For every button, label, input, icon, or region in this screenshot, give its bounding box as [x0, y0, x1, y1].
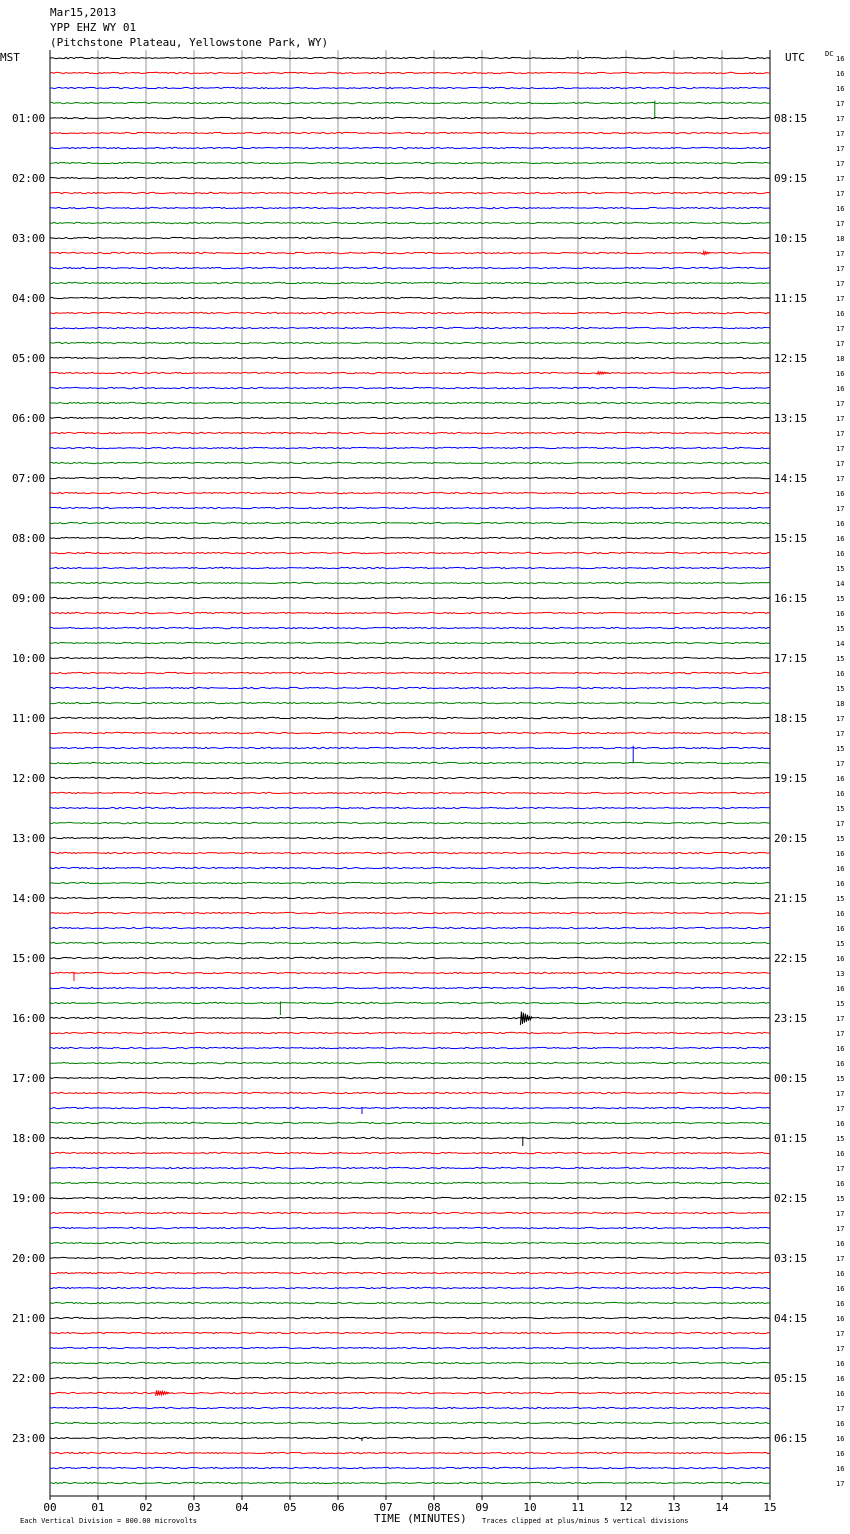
- clip-note: Traces clipped at plus/minus 5 vertical divisions: [482, 1517, 689, 1525]
- trace-row-80: [50, 1257, 770, 1258]
- trace-row-27: [50, 462, 770, 463]
- x-tick-label-15: 15: [763, 1501, 777, 1514]
- trace-row-24: [50, 417, 770, 418]
- dc-offset-labels: [836, 55, 844, 1488]
- x-tick-label-14: 14: [715, 1501, 729, 1514]
- mst-label-0200: 02:00: [12, 172, 46, 185]
- utc-label-0515: 05:15: [774, 1372, 808, 1385]
- trace-row-21: [50, 372, 770, 375]
- trace-row-6: [50, 147, 770, 148]
- dc-offset-row-89: 16: [836, 1390, 845, 1398]
- dc-offset-row-13: 17: [836, 250, 845, 258]
- header-date: Mar15,2013: [50, 6, 117, 19]
- x-tick-label-04: 04: [235, 1501, 249, 1514]
- trace-row-87: [50, 1362, 770, 1363]
- trace-row-58: [50, 927, 770, 928]
- dc-offset-row-24: 17: [836, 415, 845, 423]
- dc-offset-row-30: 17: [836, 505, 845, 513]
- mst-label-0300: 03:00: [12, 232, 46, 245]
- dc-offset-row-16: 17: [836, 295, 845, 303]
- trace-row-40: [50, 657, 770, 658]
- header-station: YPP EHZ WY 01: [50, 21, 137, 34]
- dc-offset-row-72: 15: [836, 1135, 845, 1143]
- dc-offset-row-80: 17: [836, 1255, 845, 1263]
- dc-offset-row-33: 16: [836, 550, 845, 558]
- dc-offset-row-55: 16: [836, 880, 845, 888]
- dc-offset-row-18: 17: [836, 325, 845, 333]
- dc-offset-row-28: 17: [836, 475, 845, 483]
- utc-label-1715: 17:15: [774, 652, 808, 665]
- trace-rows: [50, 57, 770, 1483]
- dc-offset-row-19: 17: [836, 340, 845, 348]
- dc-offset-row-83: 16: [836, 1300, 845, 1308]
- trace-row-54: [50, 867, 770, 868]
- dc-offset-row-70: 17: [836, 1105, 845, 1113]
- x-tick-label-05: 05: [283, 1501, 297, 1514]
- dc-offset-row-60: 16: [836, 955, 845, 963]
- dc-offset-row-57: 16: [836, 910, 845, 918]
- dc-offset-row-67: 16: [836, 1060, 845, 1068]
- dc-offset-row-27: 17: [836, 460, 845, 468]
- mst-label-0800: 08:00: [12, 532, 46, 545]
- trace-row-63: [50, 1001, 770, 1015]
- trace-row-43: [50, 702, 770, 703]
- dc-offset-row-66: 16: [836, 1045, 845, 1053]
- dc-offset-row-86: 17: [836, 1345, 845, 1353]
- dc-offset-row-5: 17: [836, 130, 845, 138]
- trace-row-1: [50, 72, 770, 73]
- trace-row-32: [50, 537, 770, 538]
- dc-offset-row-37: 16: [836, 610, 845, 618]
- dc-offset-row-17: 16: [836, 310, 845, 318]
- trace-row-11: [50, 222, 770, 223]
- trace-row-35: [50, 582, 770, 583]
- dc-offset-row-59: 15: [836, 940, 845, 948]
- dc-offset-row-85: 17: [836, 1330, 845, 1338]
- trace-row-70: [50, 1107, 770, 1114]
- dc-offset-row-46: 15: [836, 745, 845, 753]
- trace-row-75: [50, 1182, 770, 1183]
- trace-row-30: [50, 507, 770, 508]
- x-axis-title: TIME (MINUTES): [374, 1512, 467, 1525]
- dc-offset-row-64: 17: [836, 1015, 845, 1023]
- trace-row-5: [50, 132, 770, 133]
- utc-label-1315: 13:15: [774, 412, 808, 425]
- utc-label-1415: 14:15: [774, 472, 808, 485]
- trace-row-4: [50, 117, 770, 118]
- trace-row-82: [50, 1287, 770, 1288]
- trace-row-79: [50, 1242, 770, 1243]
- mst-label-1700: 17:00: [12, 1072, 46, 1085]
- utc-label-0615: 06:15: [774, 1432, 808, 1445]
- left-timezone-label: MST: [0, 51, 20, 64]
- dc-offset-row-44: 17: [836, 715, 845, 723]
- dc-offset-row-23: 17: [836, 400, 845, 408]
- dc-header-label: DC: [825, 50, 834, 58]
- dc-offset-row-49: 16: [836, 790, 845, 798]
- trace-row-41: [50, 672, 770, 673]
- trace-row-44: [50, 717, 770, 718]
- utc-label-1515: 15:15: [774, 532, 808, 545]
- trace-row-14: [50, 267, 770, 268]
- trace-row-71: [50, 1122, 770, 1123]
- dc-offset-row-40: 15: [836, 655, 845, 663]
- x-tick-label-06: 06: [331, 1501, 345, 1514]
- dc-offset-row-7: 17: [836, 160, 845, 168]
- dc-offset-row-1: 16: [836, 70, 845, 78]
- trace-row-2: [50, 87, 770, 88]
- x-tick-label-12: 12: [619, 1501, 633, 1514]
- trace-row-68: [50, 1077, 770, 1078]
- dc-offset-row-3: 17: [836, 100, 845, 108]
- utc-label-0115: 01:15: [774, 1132, 808, 1145]
- dc-offset-row-50: 15: [836, 805, 845, 813]
- trace-row-66: [50, 1047, 770, 1048]
- x-tick-label-00: 00: [43, 1501, 57, 1514]
- dc-offset-row-69: 17: [836, 1090, 845, 1098]
- dc-offset-row-52: 15: [836, 835, 845, 843]
- trace-row-74: [50, 1167, 770, 1168]
- trace-row-91: [50, 1422, 770, 1423]
- dc-offset-row-93: 16: [836, 1450, 845, 1458]
- trace-row-45: [50, 732, 770, 733]
- trace-row-73: [50, 1152, 770, 1153]
- trace-row-9: [50, 192, 770, 193]
- mst-label-1900: 19:00: [12, 1192, 46, 1205]
- trace-row-0: [50, 57, 770, 58]
- x-tick-label-03: 03: [187, 1501, 201, 1514]
- trace-row-85: [50, 1332, 770, 1333]
- dc-offset-row-43: 18: [836, 700, 845, 708]
- trace-row-29: [50, 492, 770, 493]
- utc-label-0915: 09:15: [774, 172, 808, 185]
- utc-label-0015: 00:15: [774, 1072, 808, 1085]
- dc-offset-row-87: 16: [836, 1360, 845, 1368]
- dc-offset-row-29: 16: [836, 490, 845, 498]
- trace-row-7: [50, 162, 770, 163]
- utc-hour-labels: [774, 112, 807, 1445]
- dc-offset-row-91: 16: [836, 1420, 845, 1428]
- mst-label-0100: 01:00: [12, 112, 46, 125]
- trace-row-52: [50, 837, 770, 838]
- mst-label-0400: 04:00: [12, 292, 46, 305]
- trace-row-53: [50, 852, 770, 853]
- dc-offset-row-9: 17: [836, 190, 845, 198]
- dc-offset-row-2: 16: [836, 85, 845, 93]
- trace-row-8: [50, 177, 770, 178]
- mst-label-0600: 06:00: [12, 412, 46, 425]
- trace-row-25: [50, 432, 770, 433]
- trace-row-48: [50, 777, 770, 778]
- trace-row-56: [50, 897, 770, 898]
- right-timezone-label: UTC: [785, 51, 805, 64]
- utc-label-2015: 20:15: [774, 832, 808, 845]
- mst-label-1400: 14:00: [12, 892, 46, 905]
- x-tick-label-09: 09: [475, 1501, 489, 1514]
- utc-label-1815: 18:15: [774, 712, 808, 725]
- trace-row-37: [50, 612, 770, 613]
- dc-offset-row-74: 17: [836, 1165, 845, 1173]
- trace-row-36: [50, 597, 770, 598]
- trace-row-62: [50, 987, 770, 988]
- trace-row-19: [50, 342, 770, 343]
- dc-offset-row-94: 16: [836, 1465, 845, 1473]
- utc-label-2115: 21:15: [774, 892, 808, 905]
- mst-label-1200: 12:00: [12, 772, 46, 785]
- dc-offset-row-12: 18: [836, 235, 845, 243]
- trace-row-95: [50, 1482, 770, 1483]
- trace-row-22: [50, 387, 770, 388]
- utc-label-1615: 16:15: [774, 592, 808, 605]
- mst-label-1500: 15:00: [12, 952, 46, 965]
- trace-row-3: [50, 101, 770, 119]
- x-tick-label-08: 08: [427, 1501, 441, 1514]
- trace-row-93: [50, 1452, 770, 1453]
- trace-row-83: [50, 1302, 770, 1303]
- dc-offset-row-38: 15: [836, 625, 845, 633]
- x-tick-label-02: 02: [139, 1501, 153, 1514]
- trace-row-26: [50, 447, 770, 448]
- dc-offset-row-68: 15: [836, 1075, 845, 1083]
- dc-offset-row-21: 16: [836, 370, 845, 378]
- trace-row-47: [50, 762, 770, 763]
- x-tick-label-01: 01: [91, 1501, 105, 1514]
- utc-label-1115: 11:15: [774, 292, 808, 305]
- trace-row-72: [50, 1137, 770, 1146]
- x-tick-label-13: 13: [667, 1501, 681, 1514]
- dc-offset-row-81: 16: [836, 1270, 845, 1278]
- mst-label-2300: 23:00: [12, 1432, 46, 1445]
- trace-row-13: [50, 251, 770, 255]
- trace-row-23: [50, 402, 770, 403]
- scale-note: Each Vertical Division = 800.00 microvolts: [20, 1517, 198, 1525]
- dc-offset-row-92: 16: [836, 1435, 845, 1443]
- trace-row-59: [50, 942, 770, 943]
- dc-offset-row-22: 16: [836, 385, 845, 393]
- trace-row-65: [50, 1032, 770, 1033]
- dc-offset-row-90: 17: [836, 1405, 845, 1413]
- trace-row-64: [50, 1012, 770, 1025]
- trace-row-57: [50, 912, 770, 913]
- dc-offset-row-62: 16: [836, 985, 845, 993]
- trace-row-90: [50, 1407, 770, 1408]
- dc-offset-row-82: 16: [836, 1285, 845, 1293]
- dc-offset-row-65: 17: [836, 1030, 845, 1038]
- utc-label-0415: 04:15: [774, 1312, 808, 1325]
- trace-row-86: [50, 1347, 770, 1348]
- trace-row-42: [50, 687, 770, 688]
- trace-row-18: [50, 327, 770, 328]
- dc-offset-row-34: 15: [836, 565, 845, 573]
- trace-row-12: [50, 237, 770, 238]
- x-tick-label-11: 11: [571, 1501, 585, 1514]
- dc-offset-row-95: 17: [836, 1480, 845, 1488]
- dc-offset-row-56: 15: [836, 895, 845, 903]
- trace-row-28: [50, 477, 770, 478]
- trace-row-50: [50, 807, 770, 808]
- dc-offset-row-61: 13: [836, 970, 845, 978]
- dc-offset-row-31: 16: [836, 520, 845, 528]
- utc-label-2215: 22:15: [774, 952, 808, 965]
- dc-offset-row-45: 17: [836, 730, 845, 738]
- utc-label-1215: 12:15: [774, 352, 808, 365]
- dc-offset-row-39: 14: [836, 640, 845, 648]
- utc-label-1915: 19:15: [774, 772, 808, 785]
- dc-offset-row-32: 16: [836, 535, 845, 543]
- trace-row-60: [50, 957, 770, 958]
- trace-row-94: [50, 1467, 770, 1468]
- dc-offset-row-25: 17: [836, 430, 845, 438]
- dc-offset-row-20: 18: [836, 355, 845, 363]
- dc-offset-row-47: 17: [836, 760, 845, 768]
- x-tick-label-10: 10: [523, 1501, 537, 1514]
- trace-row-17: [50, 312, 770, 313]
- trace-row-76: [50, 1197, 770, 1198]
- dc-offset-row-76: 15: [836, 1195, 845, 1203]
- trace-row-84: [50, 1317, 770, 1318]
- dc-offset-row-6: 17: [836, 145, 845, 153]
- utc-label-2315: 23:15: [774, 1012, 808, 1025]
- dc-offset-row-36: 15: [836, 595, 845, 603]
- trace-row-69: [50, 1092, 770, 1093]
- mst-label-1800: 18:00: [12, 1132, 46, 1145]
- trace-row-61: [50, 972, 770, 981]
- mst-label-0700: 07:00: [12, 472, 46, 485]
- dc-offset-row-88: 16: [836, 1375, 845, 1383]
- dc-offset-row-35: 14: [836, 580, 845, 588]
- trace-row-46: [50, 746, 770, 763]
- trace-row-49: [50, 792, 770, 793]
- trace-row-15: [50, 282, 770, 283]
- utc-label-1015: 10:15: [774, 232, 808, 245]
- trace-row-78: [50, 1227, 770, 1228]
- dc-offset-row-84: 16: [836, 1315, 845, 1323]
- dc-offset-row-71: 16: [836, 1120, 845, 1128]
- dc-offset-row-42: 15: [836, 685, 845, 693]
- dc-offset-row-15: 17: [836, 280, 845, 288]
- dc-offset-row-8: 17: [836, 175, 845, 183]
- dc-offset-row-78: 17: [836, 1225, 845, 1233]
- trace-row-92: [50, 1437, 770, 1441]
- mst-label-2000: 20:00: [12, 1252, 46, 1265]
- dc-offset-row-26: 17: [836, 445, 845, 453]
- trace-row-34: [50, 567, 770, 568]
- dc-offset-row-4: 17: [836, 115, 845, 123]
- trace-row-81: [50, 1272, 770, 1273]
- mst-label-0500: 05:00: [12, 352, 46, 365]
- header-location: (Pitchstone Plateau, Yellowstone Park, WY): [50, 36, 329, 49]
- dc-offset-row-48: 16: [836, 775, 845, 783]
- dc-offset-row-0: 16: [836, 55, 845, 63]
- trace-row-38: [50, 627, 770, 628]
- trace-row-55: [50, 882, 770, 883]
- trace-row-16: [50, 297, 770, 298]
- trace-row-10: [50, 207, 770, 208]
- trace-row-89: [50, 1390, 770, 1396]
- dc-offset-row-53: 16: [836, 850, 845, 858]
- mst-label-1100: 11:00: [12, 712, 46, 725]
- time-grid: [50, 50, 770, 1496]
- mst-hour-labels: [12, 112, 45, 1445]
- dc-offset-row-73: 16: [836, 1150, 845, 1158]
- mst-label-2200: 22:00: [12, 1372, 46, 1385]
- dc-offset-row-51: 17: [836, 820, 845, 828]
- mst-label-1600: 16:00: [12, 1012, 46, 1025]
- utc-label-0815: 08:15: [774, 112, 808, 125]
- mst-label-2100: 21:00: [12, 1312, 46, 1325]
- mst-label-1000: 10:00: [12, 652, 46, 665]
- trace-row-31: [50, 522, 770, 523]
- trace-row-39: [50, 642, 770, 643]
- dc-offset-row-14: 17: [836, 265, 845, 273]
- dc-offset-row-11: 17: [836, 220, 845, 228]
- dc-offset-row-77: 17: [836, 1210, 845, 1218]
- trace-row-77: [50, 1212, 770, 1213]
- dc-offset-row-75: 16: [836, 1180, 845, 1188]
- utc-label-0315: 03:15: [774, 1252, 808, 1265]
- mst-label-0900: 09:00: [12, 592, 46, 605]
- dc-offset-row-41: 16: [836, 670, 845, 678]
- mst-label-1300: 13:00: [12, 832, 46, 845]
- trace-row-20: [50, 357, 770, 358]
- x-tick-label-07: 07: [379, 1501, 393, 1514]
- dc-offset-row-10: 16: [836, 205, 845, 213]
- dc-offset-row-54: 16: [836, 865, 845, 873]
- dc-offset-row-58: 16: [836, 925, 845, 933]
- trace-row-33: [50, 552, 770, 553]
- dc-offset-row-79: 16: [836, 1240, 845, 1248]
- trace-row-51: [50, 822, 770, 823]
- utc-label-0215: 02:15: [774, 1192, 808, 1205]
- trace-row-67: [50, 1062, 770, 1063]
- dc-offset-row-63: 15: [836, 1000, 845, 1008]
- trace-row-88: [50, 1377, 770, 1378]
